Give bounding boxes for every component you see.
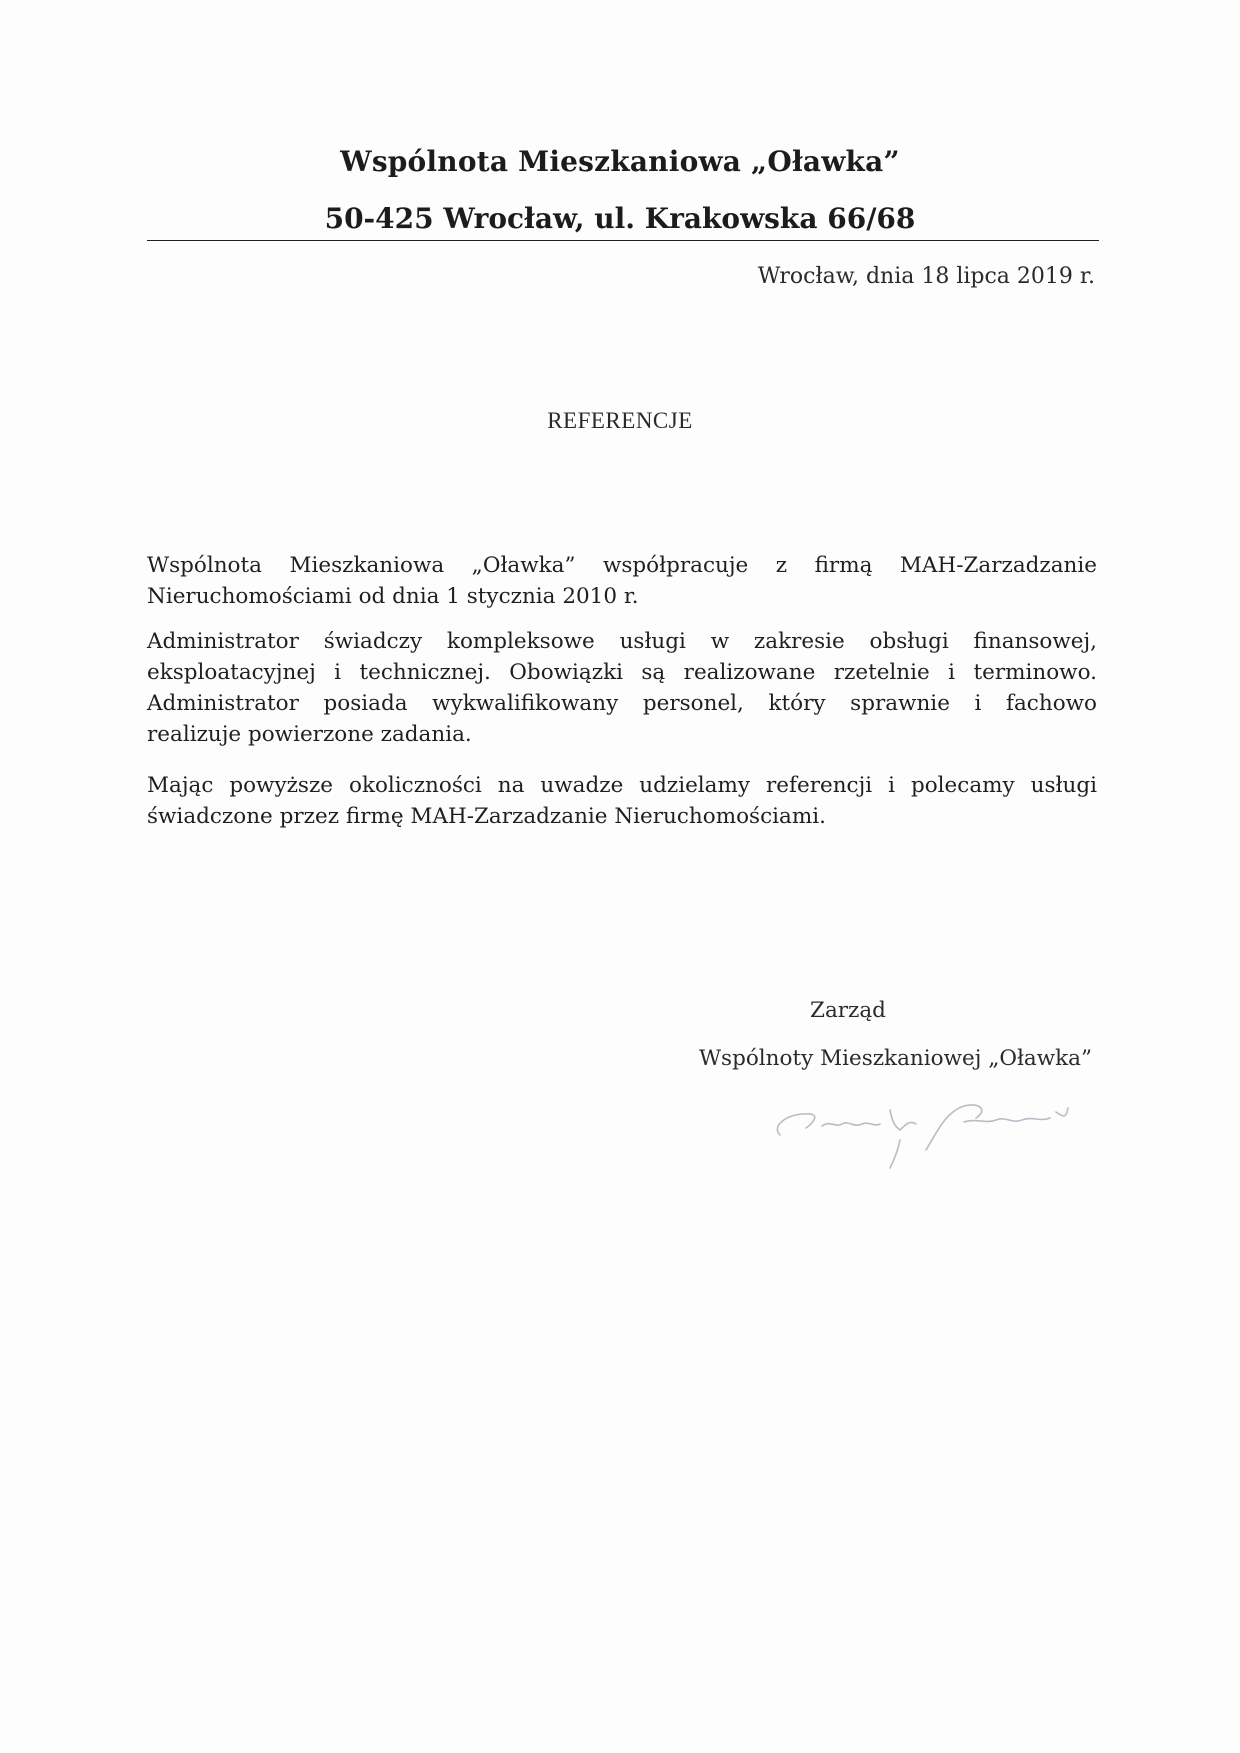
paragraph-line: Administrator posiada wykwalifikowany personel, który sprawnie i fachowo — [147, 691, 1097, 716]
paragraph-line: Mając powyższe okoliczności na uwadze udzielamy referencji i polecamy usługi — [147, 773, 1097, 798]
document-title: REFERENCJE — [547, 408, 693, 433]
paragraph-line: świadczone przez firmę MAH-Zarzadzanie Nieruchomościami. — [147, 804, 826, 829]
header-divider — [147, 240, 1099, 241]
signature-community-label: Wspólnoty Mieszkaniowej „Oławka” — [698, 1046, 1092, 1071]
date-place-line: Wrocław, dnia 18 lipca 2019 r. — [757, 264, 1095, 289]
signature-board-label: Zarząd — [810, 998, 886, 1023]
paragraph-line: Nieruchomościami od dnia 1 stycznia 2010 r. — [147, 584, 639, 609]
organization-address: 50-425 Wrocław, ul. Krakowska 66/68 — [324, 202, 916, 235]
paragraph-line: realizuje powierzone zadania. — [147, 722, 472, 747]
handwritten-signature — [750, 1080, 1110, 1170]
paragraph-recommendation — [147, 770, 1097, 832]
paragraph-line: eksploatacyjnej i technicznej. Obowiązki są realizowane rzetelnie i terminowo. — [147, 660, 1097, 685]
paragraph-cooperation — [147, 550, 1097, 612]
paragraph-services — [147, 626, 1097, 750]
paragraph-line: Wspólnota Mieszkaniowa „Oławka” współpracuje z firmą MAH-Zarzadzanie — [147, 553, 1097, 578]
paragraph-line: Administrator świadczy kompleksowe usługi w zakresie obsługi finansowej, — [147, 629, 1097, 654]
organization-name: Wspólnota Mieszkaniowa „Oławka” — [340, 145, 900, 178]
